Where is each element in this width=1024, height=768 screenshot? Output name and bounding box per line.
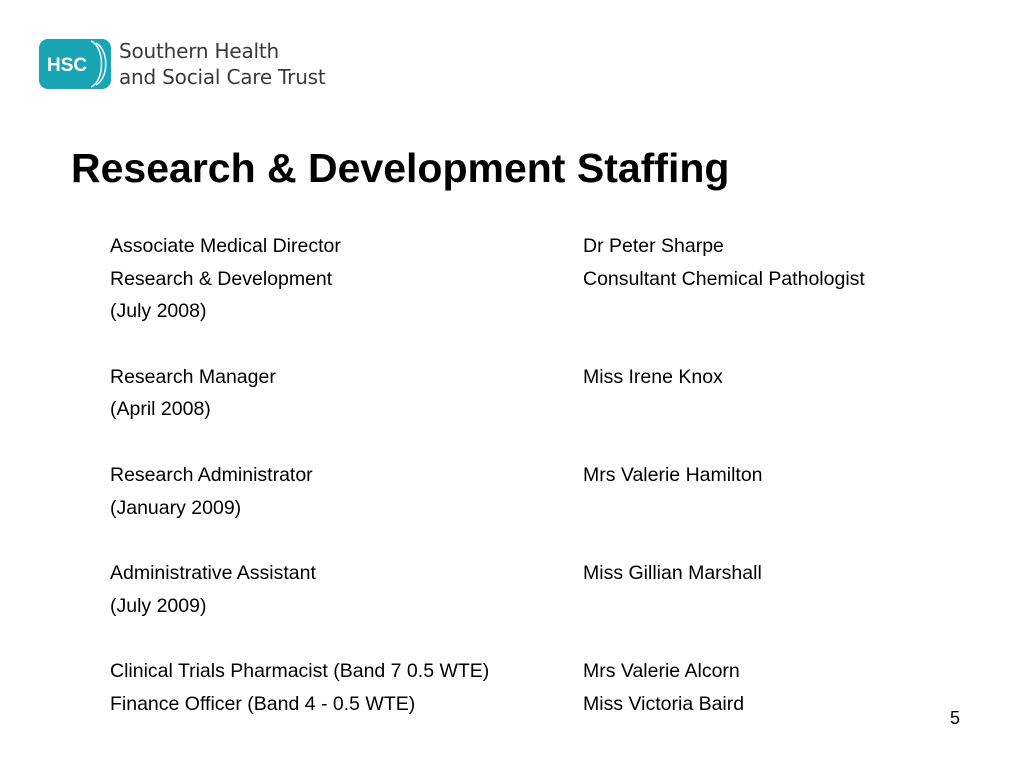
role-text bbox=[110, 622, 583, 655]
role-text: (April 2008) bbox=[110, 398, 211, 421]
role-text bbox=[110, 426, 583, 459]
logo-org-name bbox=[119, 38, 326, 90]
staff-line bbox=[110, 622, 970, 655]
person-text: Dr Peter Sharpe bbox=[583, 235, 724, 257]
staff-line bbox=[110, 459, 970, 492]
role-text: Research Manager bbox=[110, 365, 276, 388]
role-text bbox=[110, 328, 583, 361]
person-text bbox=[583, 524, 970, 557]
logo-mark-text: HSC bbox=[47, 55, 88, 76]
person-text: Mrs Valerie Alcorn bbox=[583, 659, 740, 682]
slide-title: Research & Development Staffing bbox=[71, 145, 730, 191]
staff-line bbox=[110, 524, 970, 557]
role-text: Clinical Trials Pharmacist (Band 7 0.5 WTE) bbox=[110, 659, 490, 682]
person-text: Consultant Chemical Pathologist bbox=[583, 267, 865, 290]
person-text bbox=[583, 590, 970, 623]
staff-line bbox=[110, 230, 970, 263]
person-text: Miss Victoria Baird bbox=[583, 692, 745, 715]
role-text: (July 2009) bbox=[110, 594, 207, 617]
staff-line bbox=[110, 426, 970, 459]
person-text bbox=[583, 295, 970, 328]
page-number: 5 bbox=[950, 708, 961, 728]
role-text: Research Administrator bbox=[110, 463, 313, 486]
role-text: Research & Development bbox=[110, 267, 333, 290]
person-text bbox=[583, 622, 970, 655]
role-text: (July 2008) bbox=[110, 300, 207, 323]
hsc-logo bbox=[39, 38, 326, 90]
person-text bbox=[583, 393, 970, 426]
person-text bbox=[583, 426, 970, 459]
person-text: Miss Gillian Marshall bbox=[583, 561, 762, 584]
person-text: Mrs Valerie Hamilton bbox=[583, 463, 763, 486]
staff-line bbox=[110, 295, 970, 328]
staff-line bbox=[110, 655, 970, 688]
staff-line bbox=[110, 393, 970, 426]
role-text: Associate Medical Director bbox=[110, 235, 341, 257]
role-text bbox=[110, 524, 583, 557]
staff-line bbox=[110, 328, 970, 361]
staff-line bbox=[110, 688, 970, 721]
person-text: Miss Irene Knox bbox=[583, 365, 723, 388]
staff-table bbox=[110, 230, 970, 720]
role-text: Finance Officer (Band 4 - 0.5 WTE) bbox=[110, 692, 416, 715]
staff-line bbox=[110, 492, 970, 525]
logo-line-2: and Social Care Trust bbox=[119, 65, 326, 89]
logo-line-1: Southern Health bbox=[119, 39, 280, 63]
staff-line bbox=[110, 557, 970, 590]
staff-line bbox=[110, 263, 970, 296]
hsc-logo-mark bbox=[39, 39, 111, 89]
staff-line bbox=[110, 361, 970, 394]
person-text bbox=[583, 328, 970, 361]
role-text: Administrative Assistant bbox=[110, 561, 316, 584]
person-text bbox=[583, 492, 970, 525]
role-text: (January 2009) bbox=[110, 496, 242, 519]
staff-line bbox=[110, 590, 970, 623]
